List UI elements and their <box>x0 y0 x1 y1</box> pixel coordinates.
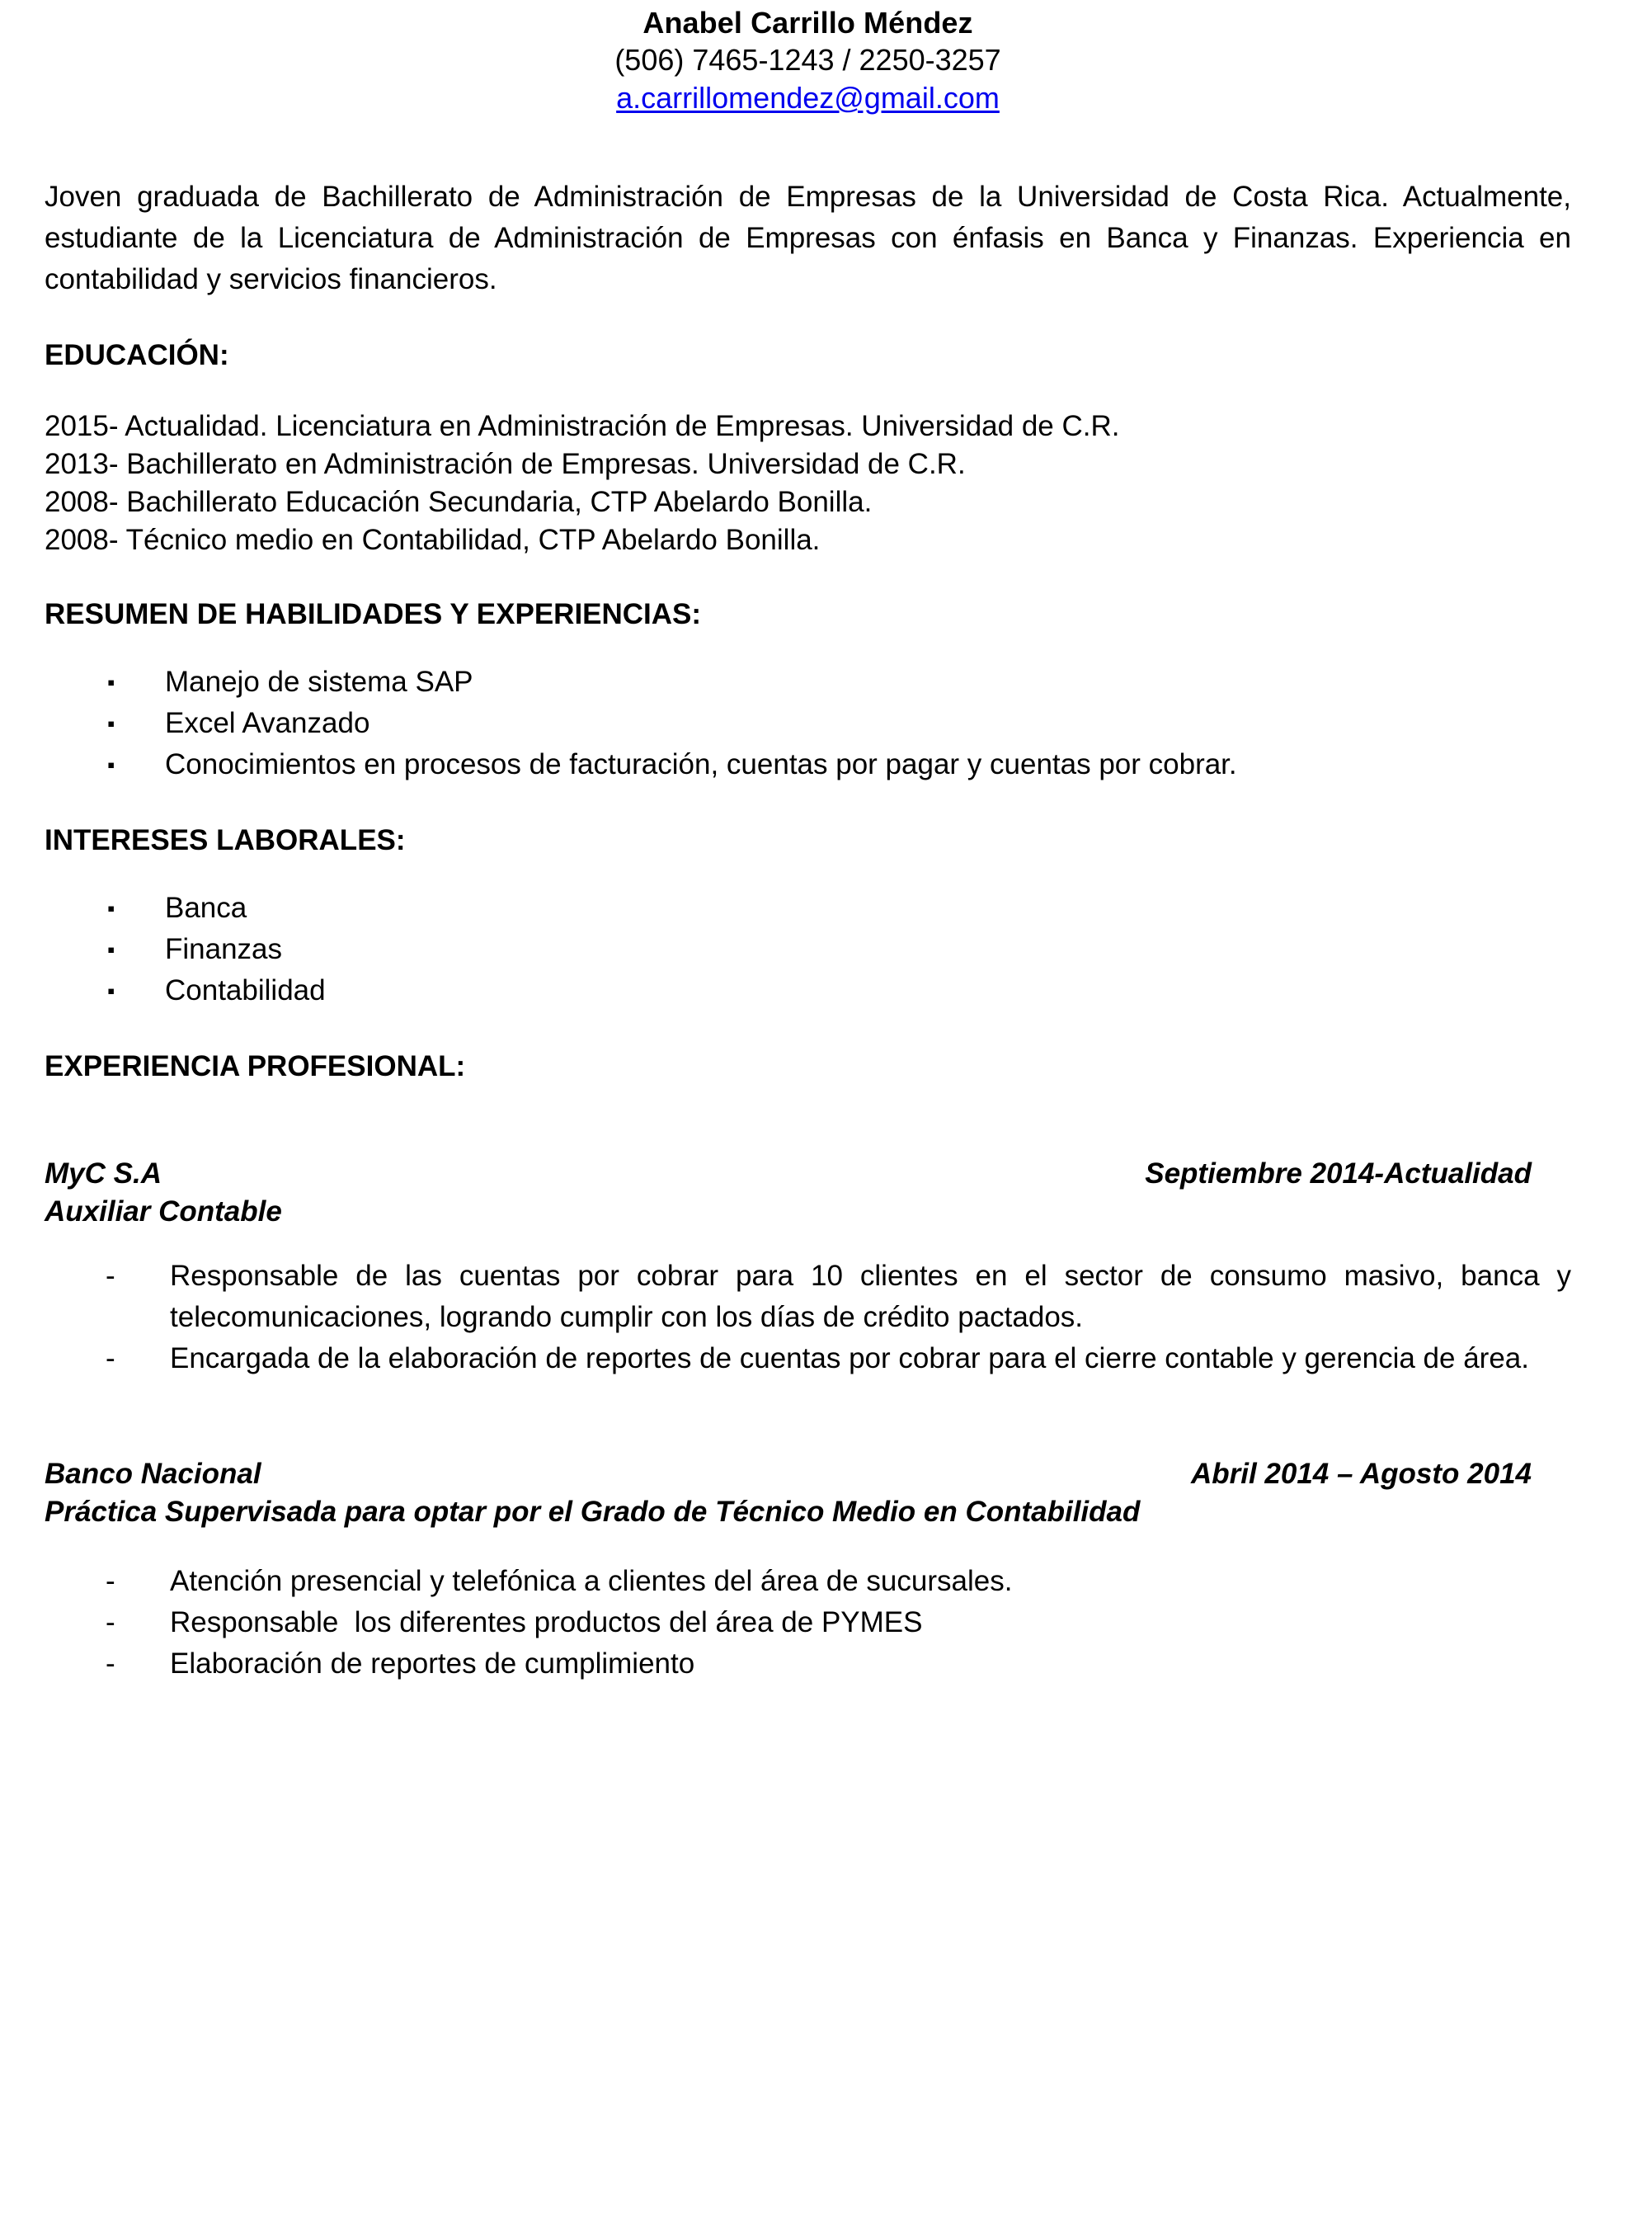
job-header-row <box>45 1155 1571 1193</box>
list-item <box>45 1602 1571 1643</box>
list-item <box>45 744 1571 785</box>
square-bullet-icon: ▪ <box>107 752 115 777</box>
list-item-label: Elaboración de reportes de cumplimiento <box>170 1647 695 1680</box>
list-item <box>45 970 1571 1011</box>
candidate-email-link[interactable]: a.carrillomendez@gmail.com <box>616 81 1000 115</box>
section-heading-education: EDUCACIÓN: <box>45 339 229 371</box>
job-dates: Septiembre 2014-Actualidad <box>1145 1157 1532 1190</box>
section-heading-experience: EXPERIENCIA PROFESIONAL: <box>45 1050 466 1082</box>
section-heading-skills: RESUMEN DE HABILIDADES Y EXPERIENCIAS: <box>45 598 702 630</box>
list-item-label: Conocimientos en procesos de facturación, cuentas por pagar y cuentas por cobrar. <box>165 748 1237 780</box>
job-entry <box>45 1455 1571 1685</box>
education-entry: 2015- Actualidad. Licenciatura en Administración de Empresas. Universidad de C.R. <box>45 410 1120 442</box>
square-bullet-icon: ▪ <box>107 711 115 736</box>
list-item <box>45 888 1571 929</box>
list-item-label: Contabilidad <box>165 974 326 1006</box>
square-bullet-icon: ▪ <box>107 670 115 695</box>
square-bullet-icon: ▪ <box>107 896 115 921</box>
dash-bullet-icon: - <box>106 1342 115 1374</box>
list-item-label: Banca <box>165 892 247 924</box>
list-item <box>45 703 1571 744</box>
list-item <box>45 1643 1571 1685</box>
list-item-label: Atención presencial y telefónica a clientes del área de sucursales. <box>170 1565 1013 1597</box>
education-entry: 2008- Técnico medio en Contabilidad, CTP Abelardo Bonilla. <box>45 524 821 556</box>
job-duties-list <box>45 1256 1571 1379</box>
list-item <box>45 662 1571 703</box>
square-bullet-icon: ▪ <box>107 978 115 1003</box>
list-item <box>45 1561 1571 1602</box>
job-role: Práctica Supervisada para optar por el Grado de Técnico Medio en Contabilidad <box>45 1496 1141 1528</box>
list-item-label: Finanzas <box>165 933 283 965</box>
skills-list <box>45 662 1571 785</box>
education-list <box>45 408 1571 559</box>
list-item-label: Responsable de las cuentas por cobrar para 10 clientes en el sector de consumo masivo, banca y telecomunicaciones, logrando cumplir con los días de crédito pactados. <box>170 1260 1571 1333</box>
candidate-email-line <box>45 79 1571 117</box>
job-company: Banco Nacional <box>45 1458 261 1490</box>
job-duties-list <box>45 1561 1571 1685</box>
job-header-row <box>45 1455 1571 1493</box>
list-item <box>45 1338 1571 1379</box>
dash-bullet-icon: - <box>106 1606 115 1638</box>
job-company: MyC S.A <box>45 1157 162 1190</box>
job-entry <box>45 1155 1571 1379</box>
interests-list <box>45 888 1571 1011</box>
job-role: Auxiliar Contable <box>45 1195 282 1228</box>
section-heading-interests: INTERESES LABORALES: <box>45 824 406 856</box>
list-item-label: Excel Avanzado <box>165 707 370 739</box>
square-bullet-icon: ▪ <box>107 937 115 962</box>
list-item-label: Manejo de sistema SAP <box>165 666 473 698</box>
education-entry: 2013- Bachillerato en Administración de Empresas. Universidad de C.R. <box>45 448 966 480</box>
candidate-phone: (506) 7465-1243 / 2250-3257 <box>614 43 1001 77</box>
list-item-label: Encargada de la elaboración de reportes de cuentas por cobrar para el cierre contable y gerencia de área. <box>170 1342 1529 1374</box>
candidate-name: Anabel Carrillo Méndez <box>642 6 973 40</box>
resume-content <box>45 0 1571 1698</box>
job-dates: Abril 2014 – Agosto 2014 <box>1190 1458 1532 1490</box>
professional-summary: Joven graduada de Bachillerato de Administración de Empresas de la Universidad de Costa Rica. Actualmente, estudiante de la Licenciatura de Administración de Empresas con énfasis en Banca y Finanzas. Experiencia en contabilidad y servicios financieros. <box>45 181 1571 295</box>
dash-bullet-icon: - <box>106 1647 115 1680</box>
resume-header <box>45 0 1571 117</box>
education-entry: 2008- Bachillerato Educación Secundaria, CTP Abelardo Bonilla. <box>45 486 873 518</box>
dash-bullet-icon: - <box>106 1260 115 1292</box>
list-item <box>45 929 1571 970</box>
list-item-label: Responsable los diferentes productos del área de PYMES <box>170 1606 923 1638</box>
dash-bullet-icon: - <box>106 1565 115 1597</box>
list-item <box>45 1256 1571 1338</box>
